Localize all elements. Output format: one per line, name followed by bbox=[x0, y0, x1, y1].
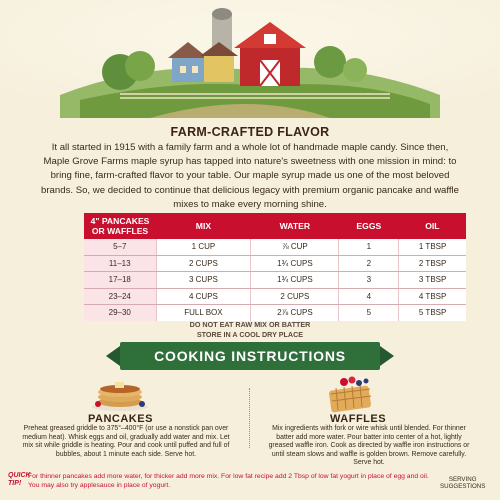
table-cell: 4 CUPS bbox=[156, 288, 251, 305]
warning-line-raw-mix: DO NOT EAT RAW MIX OR BATTER bbox=[189, 320, 311, 329]
serving-line-2: SUGGESTIONS bbox=[440, 483, 486, 491]
table-cell: 1 CUP bbox=[156, 239, 251, 255]
table-row bbox=[84, 272, 466, 289]
column-header-mix: MIX bbox=[156, 213, 251, 239]
table-cell: 2 bbox=[339, 255, 399, 272]
column-divider bbox=[249, 388, 251, 448]
farm-illustration bbox=[0, 0, 500, 118]
cooking-instructions-banner: COOKING INSTRUCTIONS bbox=[120, 342, 380, 370]
table-cell: 1 TBSP bbox=[399, 239, 466, 255]
table-cell: 17–18 bbox=[84, 272, 156, 289]
pancakes-instructions: Preheat greased griddle to 375°–400°F (or use a nonstick pan over medium heat). Whisk eggs and oil, gradually add water and mix. Let mix sit while griddle is heating. Pour and cook until puffed and full of bubbles, about 1 minute each side. Serve hot. bbox=[22, 425, 230, 458]
table-cell: 1¾ CUPS bbox=[251, 272, 339, 289]
table-cell: 3 TBSP bbox=[399, 272, 466, 289]
table-row bbox=[84, 288, 466, 305]
column-header-eggs: EGGS bbox=[339, 213, 399, 239]
pancakes-title: PANCAKES bbox=[88, 413, 153, 425]
table-cell: 5 TBSP bbox=[399, 305, 466, 321]
table-cell: 5–7 bbox=[84, 239, 156, 255]
table-cell: ⅞ CUP bbox=[251, 239, 339, 255]
column-header-oil: OIL bbox=[399, 213, 466, 239]
table-header-row bbox=[84, 213, 466, 239]
table-cell: 5 bbox=[339, 305, 399, 321]
table-cell: 4 bbox=[339, 288, 399, 305]
serving-suggestions-note bbox=[440, 476, 485, 491]
table-cell: 2 CUPS bbox=[156, 255, 251, 272]
column-header-water: WATER bbox=[251, 213, 339, 239]
quick-tip bbox=[8, 472, 438, 490]
serving-line-1: SERVING bbox=[448, 476, 477, 483]
waffle-illustration bbox=[322, 374, 386, 414]
table-cell: 2⅞ CUPS bbox=[251, 305, 339, 321]
mixing-table bbox=[84, 213, 466, 321]
waffles-title: WAFFLES bbox=[330, 413, 387, 425]
table-cell: 2 TBSP bbox=[399, 255, 466, 272]
brand-story-text: It all started in 1915 with a family farm and a whole lot of handmade maple candy. Since then, Maple Grove Farms maple syrup has tapped into nature's sweetness with one mission in mind: to bring fine, farm-crafted flavor to your table. Our maple syrup made us one of the most beloved brands. So, we decided to continue that delicious legacy with premium organic pancake and waffle mixes to make every morning shine. bbox=[41, 142, 459, 210]
section-title-farm-crafted: FARM-CRAFTED FLAVOR bbox=[170, 125, 330, 139]
table-cell: 3 bbox=[339, 272, 399, 289]
table-cell: 1 bbox=[339, 239, 399, 255]
table-cell: 2 CUPS bbox=[251, 288, 339, 305]
storage-warning bbox=[0, 320, 500, 339]
table-cell: 29–30 bbox=[84, 305, 156, 321]
pancake-stack-illustration bbox=[90, 376, 150, 412]
quick-tip-text: For thinner pancakes add more water, for thicker add more mix. For low fat recipe add 2 Tbsp of low fat yogurt in place of egg and oil. You may also try applesauce in place of yogurt. bbox=[28, 473, 429, 489]
table-row bbox=[84, 305, 466, 321]
waffles-instructions: Mix ingredients with fork or wire whisk until blended. For thinner batter add more water. Pour batter into center of a hot, lightly greased waffle iron. Cook as directed by waffle iron instructions or until steam slows and waffle is golden brown. Remove carefully. Serve hot. bbox=[268, 425, 470, 467]
warning-line-storage: STORE IN A COOL DRY PLACE bbox=[196, 329, 304, 339]
table-cell: FULL BOX bbox=[156, 305, 251, 321]
table-row bbox=[84, 255, 466, 272]
quick-tip-label: QUICK TIP! bbox=[8, 472, 31, 487]
table-cell: 11–13 bbox=[84, 255, 156, 272]
table-row bbox=[84, 239, 466, 255]
table-cell: 3 CUPS bbox=[156, 272, 251, 289]
column-header-yield: 4" PANCAKES OR WAFFLES bbox=[84, 213, 156, 239]
table-cell: 1¾ CUPS bbox=[251, 255, 339, 272]
table-cell: 4 TBSP bbox=[399, 288, 466, 305]
table-cell: 23–24 bbox=[84, 288, 156, 305]
